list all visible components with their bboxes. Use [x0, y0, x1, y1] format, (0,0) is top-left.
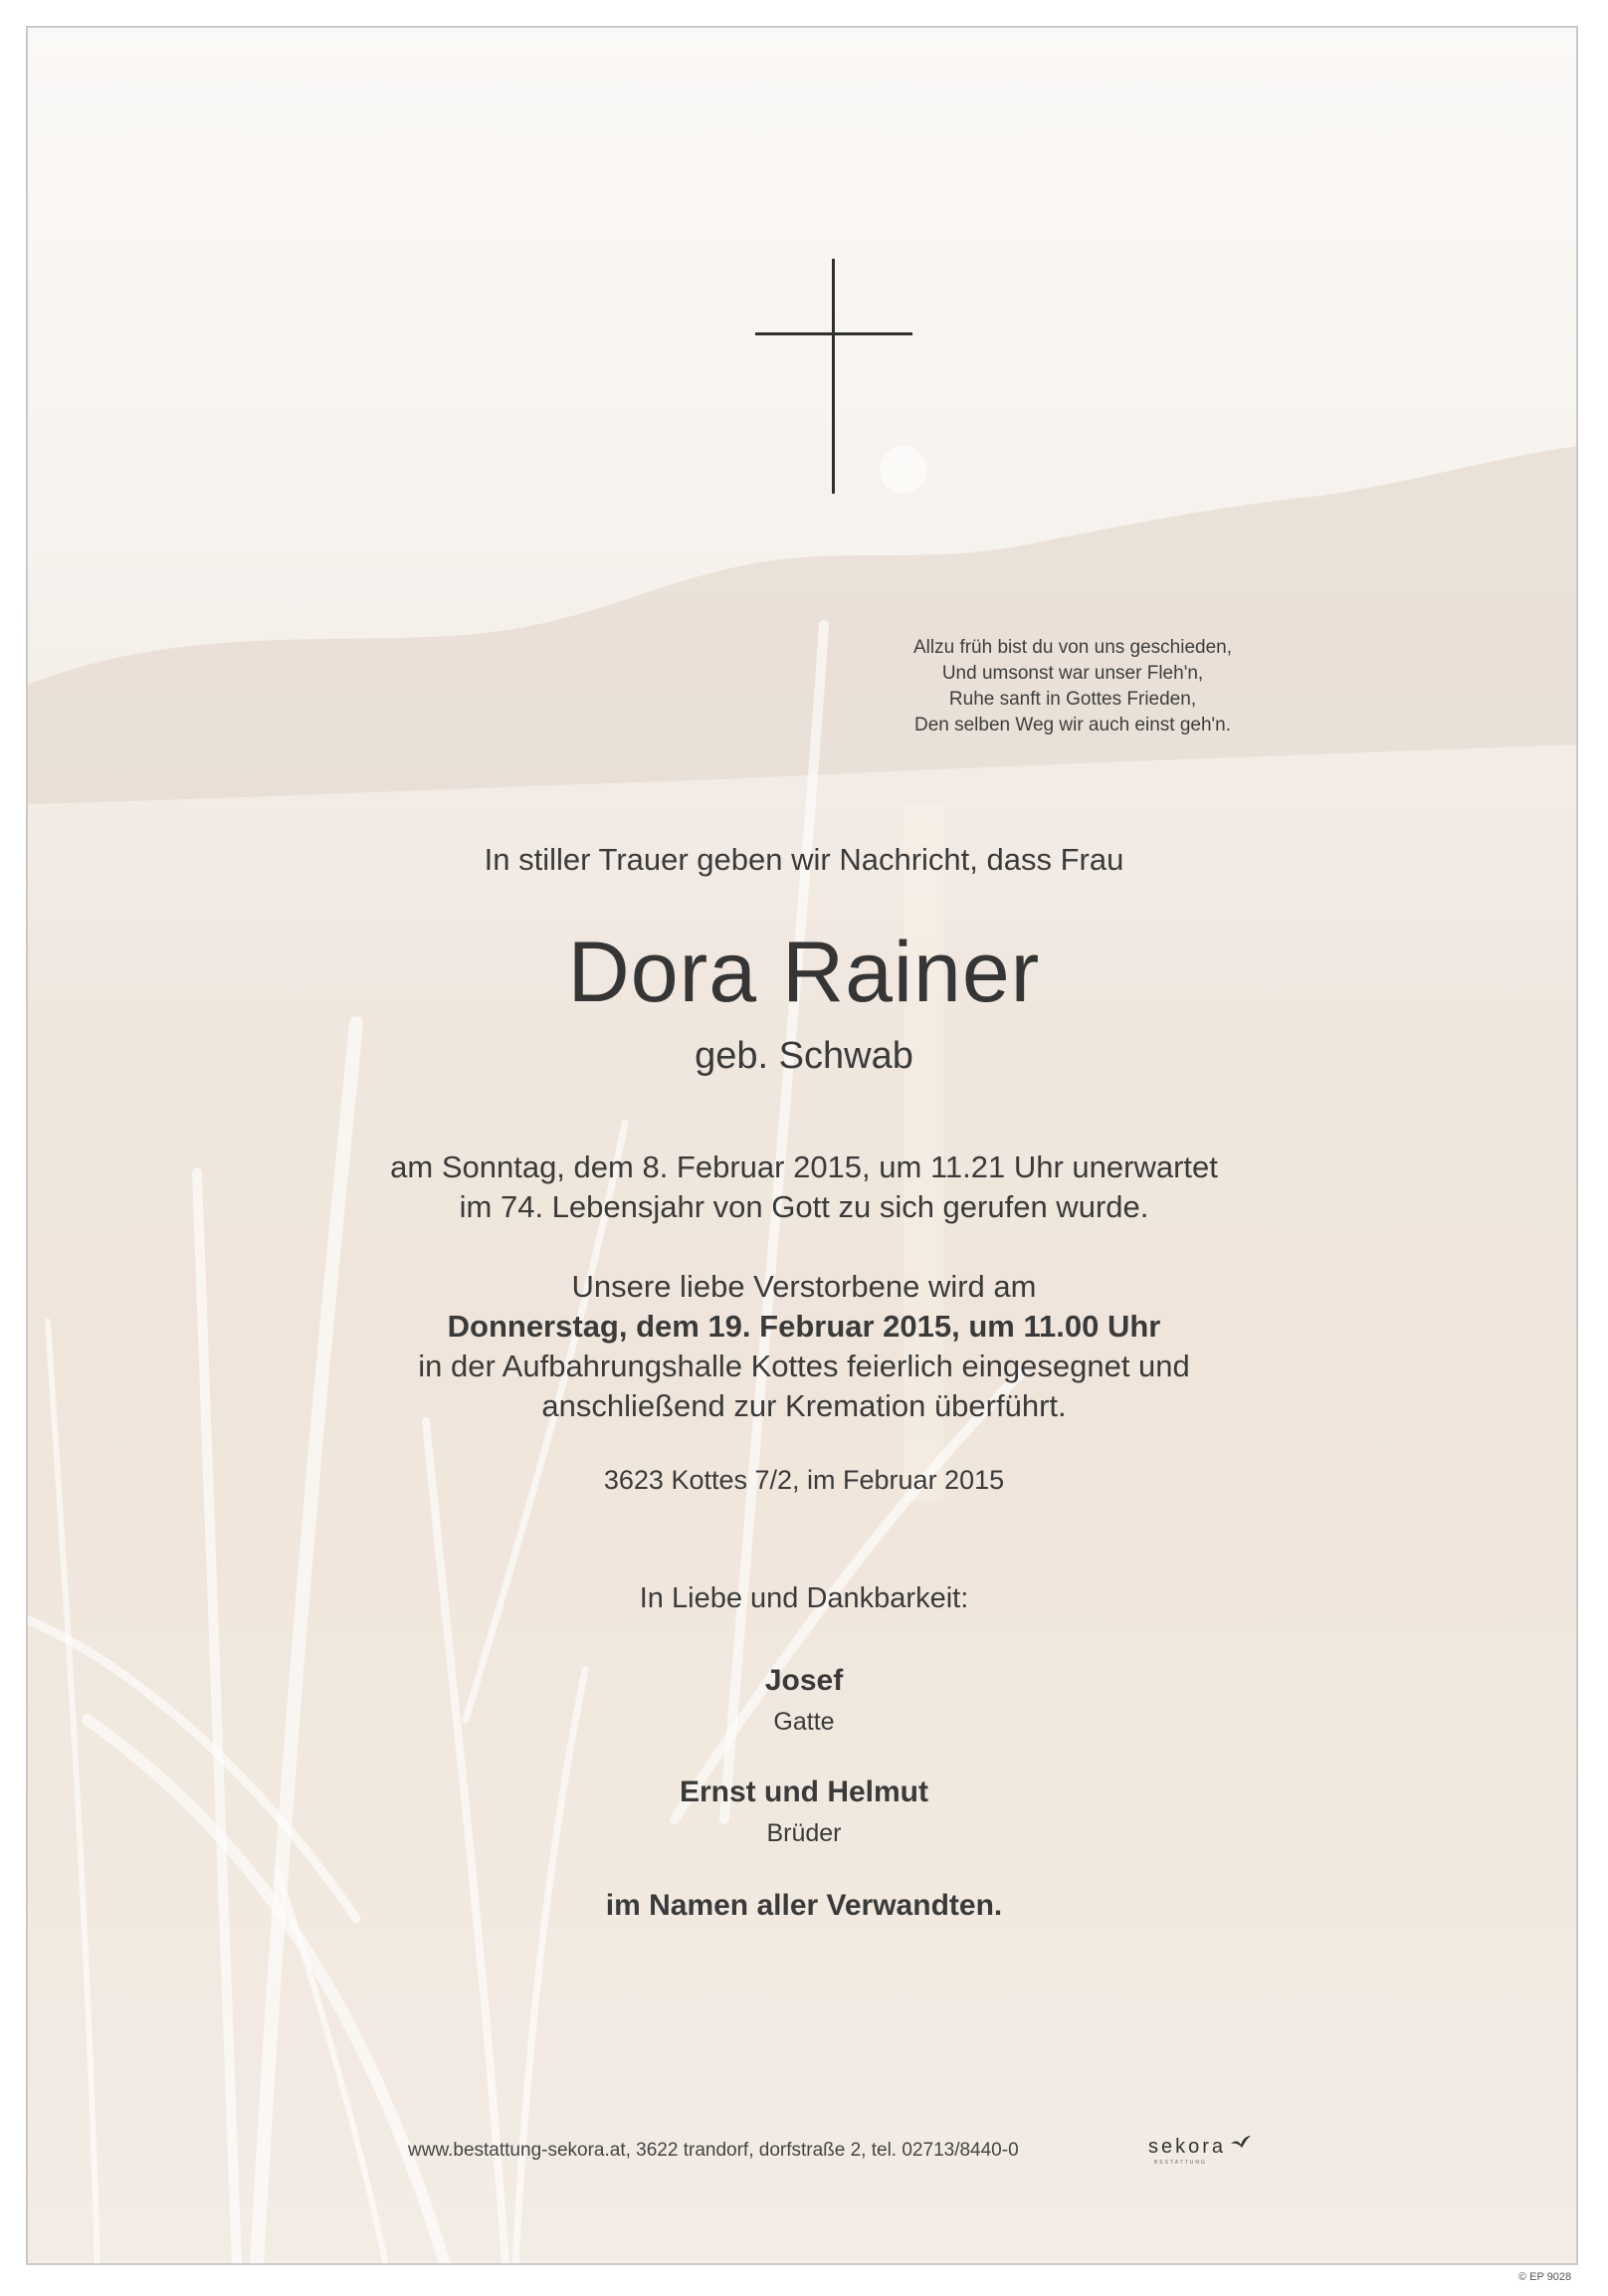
ceremony-line: in der Aufbahrungshalle Kottes feierlich eingesegnet und [418, 1349, 1190, 1383]
ceremony-notice [28, 1267, 1578, 1426]
death-line: am Sonntag, dem 8. Februar 2015, um 11.21 Uhr unerwartet [390, 1149, 1218, 1184]
ceremony-date: Donnerstag, dem 19. Februar 2015, um 11.00 Uhr [447, 1309, 1161, 1344]
thanks-line: In Liebe und Dankbarkeit: [639, 1582, 969, 1614]
logo-subtitle: BESTATTUNG [1154, 2160, 1207, 2166]
deceased-name: Dora Rainer [567, 925, 1041, 1020]
poem-line: Den selben Weg wir auch einst geh'n. [913, 715, 1232, 735]
announcement-intro: In stiller Trauer geben wir Nachricht, dass Frau [484, 842, 1124, 877]
footer-contact: www.bestattung-sekora.at, 3622 trandorf, dorfstraße 2, tel. 02713/8440-0 [408, 2140, 1019, 2161]
place-date: 3623 Kottes 7/2, im Februar 2015 [603, 1465, 1005, 1495]
mourner-name: Ernst und Helmut [679, 1775, 928, 1808]
death-line: im 74. Lebensjahr von Gott zu sich gerufen wurde. [459, 1189, 1149, 1224]
poem [854, 635, 1292, 738]
mourner-name: Josef [764, 1664, 844, 1697]
logo-wordmark: sekora [1148, 2136, 1227, 2158]
ceremony-line: anschließend zur Kremation überführt. [541, 1388, 1067, 1423]
mourner-relation: Gatte [773, 1708, 835, 1736]
obituary-card [26, 26, 1578, 2265]
closing-line: im Namen aller Verwandten. [605, 1889, 1003, 1922]
poem-line: Und umsonst war unser Fleh'n, [941, 663, 1204, 684]
cross-icon [755, 259, 912, 494]
sekora-logo [1148, 2136, 1258, 2170]
mourner-relation: Brüder [766, 1819, 842, 1847]
document-code: © EP 9028 [1518, 2271, 1572, 2283]
maiden-name: geb. Schwab [695, 1035, 913, 1077]
death-notice [28, 1148, 1578, 1227]
ceremony-line: Unsere liebe Verstorbene wird am [571, 1269, 1037, 1304]
bird-icon [1230, 2134, 1252, 2150]
poem-line: Ruhe sanft in Gottes Frieden, [948, 689, 1197, 710]
poem-line: Allzu früh bist du von uns geschieden, [912, 637, 1233, 658]
